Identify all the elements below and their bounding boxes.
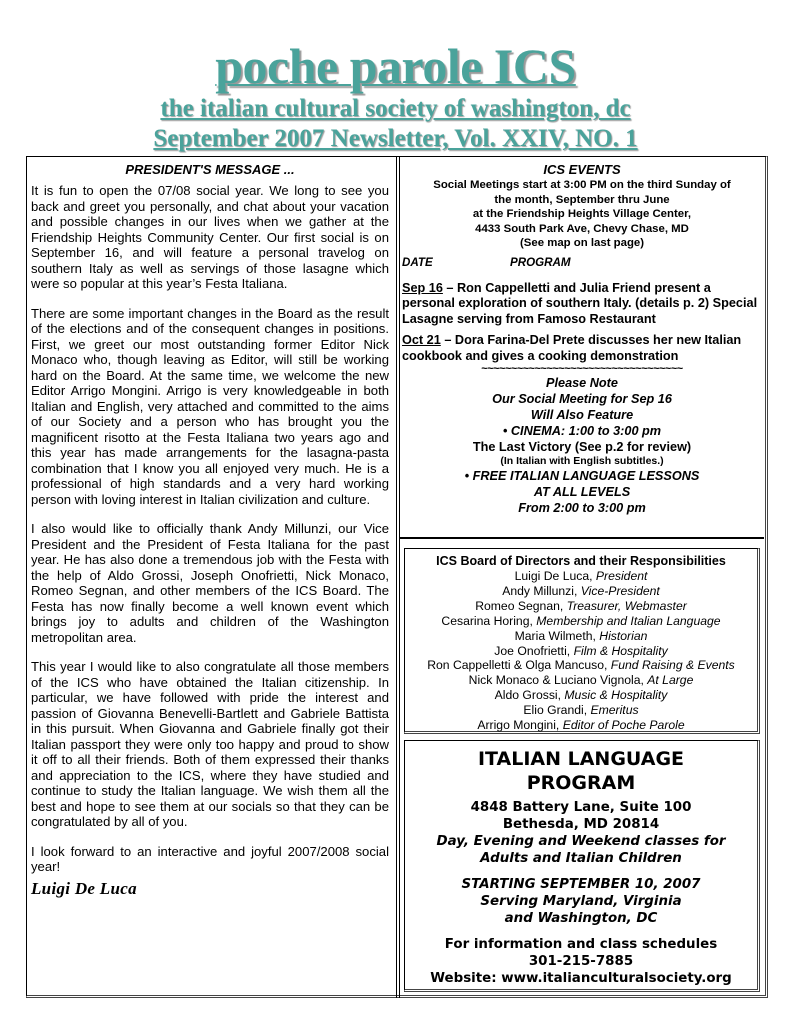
message-paragraph: I look forward to an interactive and joyful 2007/2008 social year!	[31, 843, 389, 874]
note-line: AT ALL LEVELS	[533, 485, 631, 499]
board-member: Joe Onofrietti, Film & Hospitality	[494, 643, 668, 658]
event-description: – Ron Cappelletti and Julia Friend present a personal exploration of southern Italy. (details p. 2) Special Lasagne serving from Famoso Restaurant	[402, 280, 758, 326]
events-column-headers	[402, 256, 762, 273]
message-paragraph: It is fun to open the 07/08 social year. We long to see you back and greet you personally, and chat about your vacation and possible changes in our lives when we gather at the Friendship Heights Community Center. Our first social is on September 16, and will feature a personal travelog on southern Italy as well as servings of those lasagne which were so popular at this year’s Festa Italiana.	[31, 183, 389, 291]
note-line: Our Social Meeting for Sep 16	[492, 392, 672, 406]
board-member: Ron Cappelletti & Olga Mancuso, Fund Raising & Events	[427, 658, 735, 673]
event-description: – Dora Farina-Del Prete discusses her new Italian cookbook and gives a cooking demonstration	[402, 333, 742, 363]
board-member: Aldo Grossi, Music & Hospitality	[494, 688, 668, 703]
board-member: Maria Wilmeth, Historian	[514, 628, 648, 643]
event-date: Oct 21	[402, 333, 441, 347]
board-member: Nick Monaco & Luciano Vignola, At Large	[468, 673, 694, 688]
info-line: (See map on last page)	[519, 237, 645, 249]
program-info: For information and class schedules	[444, 937, 718, 952]
program-website: Website: www.italianculturalsociety.org	[430, 971, 732, 986]
tilde-separator: ~~~~~~~~~~~~~~~~~~~~~~~~~~~~~~~~~~	[481, 363, 683, 375]
please-note	[402, 375, 762, 516]
info-line: 4433 South Park Ave, Chevy Chase, MD	[475, 222, 689, 235]
info-line: the month, September thru June	[494, 193, 670, 206]
newsletter-title: poche parole ICS	[215, 38, 576, 94]
message-paragraph: This year I would like to also congratulate all those members of the ICS who have obtained the Italian citizenship. In particular, we have followed with pride the interest and passion of Giovanna Benevelli-Bartlett and Gabriele Battista in this pursuit. When Giovanna and Gabriele finally got their Italian passport they were only too happy and proud to show it off to all their friends. Both of them expressed their thanks and appreciation to the ICS, where they have studied and continue to study the Italian language. We wish them all the best and hope to see them at our socials so that they can be congratulated by all of you.	[31, 659, 389, 829]
program-address: Bethesda, MD 20814	[502, 817, 660, 832]
cinema-line: • CINEMA: 1:00 to 3:00 pm	[502, 424, 662, 438]
message-paragraph: I also would like to officially thank Andy Millunzi, our Vice President and the President of Festa Italiana for the past year. He has also done a tremendous job with the Festa with the help of Aldo Grossi, Joseph Onofrietti, Nick Monaco, Romeo Segnan, and other members of the ICS Board. The Festa has now finally become a well known event which brings joy to adults and children of the Washington metropolitan area.	[31, 521, 389, 645]
date-column-header: DATE	[402, 255, 433, 269]
board-member: Cesarina Horing, Membership and Italian Language	[441, 613, 721, 628]
program-classes: Day, Evening and Weekend classes for	[436, 834, 726, 849]
film-title-line: The Last Victory (See p.2 for review)	[472, 440, 692, 454]
event-item	[402, 333, 762, 364]
info-line: at the Friendship Heights Village Center,	[472, 208, 692, 220]
board-member: Luigi De Luca, President	[514, 569, 648, 583]
note-line: From 2:00 to 3:00 pm	[518, 501, 646, 515]
program-start: STARTING SEPTEMBER 10, 2007	[461, 877, 701, 892]
board-member: Romeo Segnan, Treasurer, Webmaster	[475, 598, 687, 613]
lessons-line: • FREE ITALIAN LANGUAGE LESSONS	[464, 469, 700, 483]
note-heading: Please Note	[546, 376, 618, 390]
program-title: PROGRAM	[526, 772, 636, 794]
program-phone: 301-215-7885	[528, 954, 634, 969]
board-title: ICS Board of Directors and their Responsibilities	[436, 554, 726, 568]
message-paragraph: There are some important changes in the Board as the result of the elections and of the consequent changes in positions. First, we greet our most outstanding former Editor Nick Monaco who, though leaving as Editor, will still be working hard on the Board. At the same time, we welcome the new Editor Arrigo Mongini. Arrigo is very knowledgeable in both Italian and English, very attached and committed to the aims of our Society and a person who has brought you the magnificent risotto at the Festa Italiana two years ago and this year has made arrangements for the lasagna-pasta combination that I know you all enjoyed very much. He is a professional of high standards and a very hard working person with loving interest in Italian civilization and culture.	[31, 305, 389, 507]
italian-language-program	[404, 740, 760, 992]
board-member: Arrigo Mongini, Editor of Poche Parole	[477, 718, 685, 733]
board-member: Elio Grandi, Emeritus	[523, 703, 639, 718]
program-title: ITALIAN LANGUAGE	[477, 748, 685, 770]
board-member: Andy Millunzi, Vice-President	[502, 583, 660, 598]
issue-line: September 2007 Newsletter, Vol. XXIV, NO. 1	[153, 125, 638, 152]
event-date: Sep 16	[402, 280, 443, 295]
events-info	[402, 178, 762, 251]
program-address: 4848 Battery Lane, Suite 100	[470, 800, 692, 815]
masthead	[0, 38, 791, 154]
presidents-message	[31, 161, 389, 899]
program-column-header: PROGRAM	[510, 255, 571, 269]
note-line: Will Also Feature	[530, 408, 634, 422]
presidents-message-heading: PRESIDENT'S MESSAGE ...	[125, 162, 295, 177]
program-serving: and Washington, DC	[504, 911, 658, 926]
subtitle-note: (In Italian with English subtitles.)	[500, 455, 664, 467]
event-item	[402, 281, 762, 328]
info-line: Social Meetings start at 3:00 PM on the third Sunday of	[433, 179, 731, 191]
events-bottom-rule	[400, 537, 764, 539]
society-name: the italian cultural society of washington, dc	[160, 95, 631, 122]
program-serving: Serving Maryland, Virginia	[480, 894, 682, 909]
events-heading: ICS EVENTS	[543, 162, 621, 177]
board-of-directors	[404, 548, 760, 734]
ics-events	[402, 161, 762, 516]
column-divider	[396, 156, 400, 998]
program-classes: Adults and Italian Children	[480, 851, 682, 866]
signature: Luigi De Luca	[31, 878, 137, 898]
